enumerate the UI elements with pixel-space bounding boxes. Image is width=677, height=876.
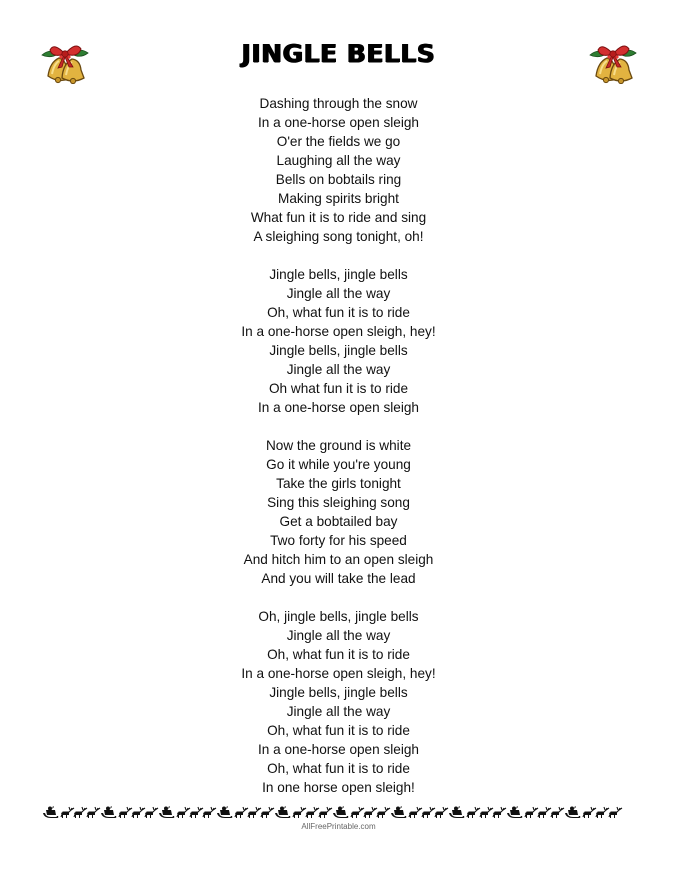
lyric-line: Oh, what fun it is to ride — [267, 723, 410, 738]
lyric-line: Bells on bobtails ring — [275, 172, 402, 187]
santa-sleigh-reindeer-icon — [565, 806, 622, 818]
lyric-line: Jingle all the way — [286, 704, 391, 719]
lyric-line: Two forty for his speed — [270, 533, 407, 548]
lyric-line: Oh, what fun it is to ride — [267, 305, 410, 320]
stanza — [0, 94, 677, 246]
lyric-line: Dashing through the snow — [259, 96, 418, 111]
lyric-line: In a one-horse open sleigh — [258, 400, 419, 415]
stanza — [0, 436, 677, 588]
footer-credit: AllFreePrintable.com — [301, 822, 376, 831]
lyric-line: Making spirits bright — [278, 191, 399, 206]
lyric-line: Jingle all the way — [286, 286, 391, 301]
lyric-line: Jingle bells, jingle bells — [269, 267, 408, 282]
lyric-line: A sleighing song tonight, oh! — [253, 229, 424, 244]
santa-sleigh-reindeer-icon — [391, 806, 448, 818]
lyrics — [0, 94, 677, 816]
lyric-line: Go it while you're young — [266, 457, 411, 472]
lyric-line: Jingle all the way — [286, 362, 391, 377]
santa-sleigh-reindeer-icon — [101, 806, 158, 818]
stanza — [0, 607, 677, 797]
lyric-line: In a one-horse open sleigh — [258, 115, 419, 130]
lyric-line: In a one-horse open sleigh — [258, 742, 419, 757]
lyric-line: In a one-horse open sleigh, hey! — [241, 666, 436, 681]
santa-sleigh-reindeer-icon — [275, 806, 332, 818]
page-title: JINGLE BELLS — [241, 39, 436, 68]
lyric-line: And hitch him to an open sleigh — [243, 552, 434, 567]
santa-sleigh-reindeer-icon — [43, 806, 100, 818]
lyric-line: And you will take the lead — [261, 571, 416, 586]
lyric-line: Oh, what fun it is to ride — [267, 647, 410, 662]
lyric-line: Oh what fun it is to ride — [268, 381, 409, 396]
lyric-line: Jingle bells, jingle bells — [269, 343, 408, 358]
lyric-line: Jingle all the way — [286, 628, 391, 643]
lyric-line: Get a bobtailed bay — [279, 514, 398, 529]
santa-sleigh-reindeer-icon — [159, 806, 216, 818]
santa-sleigh-reindeer-icon — [507, 806, 564, 818]
santa-sleigh-reindeer-icon — [333, 806, 390, 818]
sleigh-border — [42, 803, 637, 821]
lyric-line: Oh, jingle bells, jingle bells — [258, 609, 419, 624]
lyric-line: Now the ground is white — [265, 438, 412, 453]
lyric-line: Sing this sleighing song — [267, 495, 410, 510]
lyric-line: In a one-horse open sleigh, hey! — [241, 324, 436, 339]
lyric-line: O'er the fields we go — [276, 134, 401, 149]
lyric-line: Laughing all the way — [276, 153, 401, 168]
lyric-line: What fun it is to ride and sing — [250, 210, 427, 225]
santa-sleigh-reindeer-icon — [449, 806, 506, 818]
santa-sleigh-reindeer-icon — [217, 806, 274, 818]
lyric-line: Take the girls tonight — [276, 476, 401, 491]
lyric-line: In one horse open sleigh! — [262, 780, 415, 795]
lyric-line: Jingle bells, jingle bells — [269, 685, 408, 700]
lyric-line: Oh, what fun it is to ride — [267, 761, 410, 776]
stanza — [0, 265, 677, 417]
